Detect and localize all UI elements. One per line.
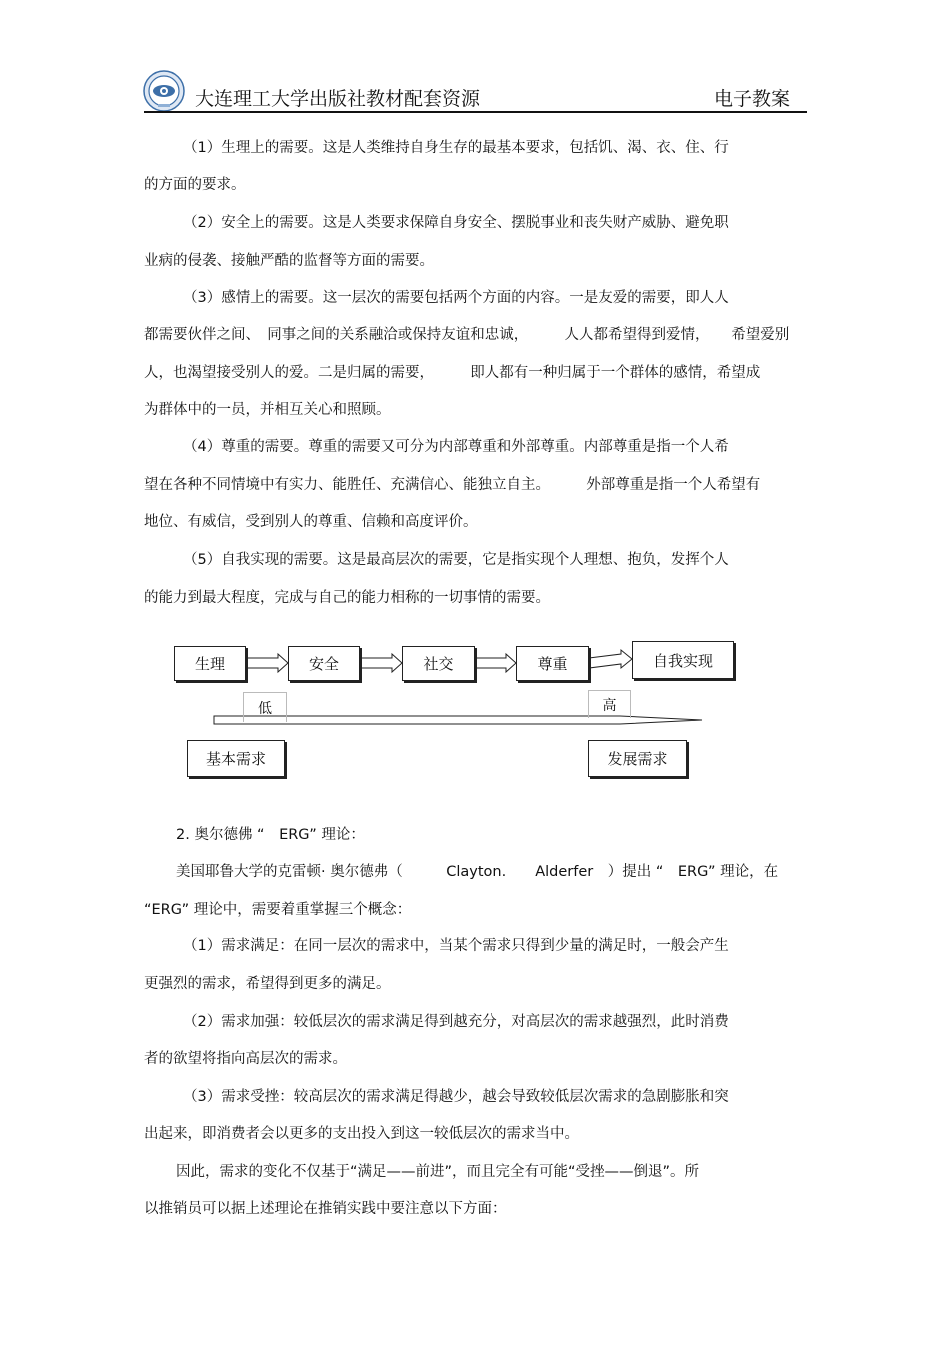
header-section-label: 电子教案 — [714, 88, 791, 110]
text-line: 业病的侵袭、接触严酷的监督等方面的需要。 — [144, 253, 434, 269]
step-box-social: 社交 — [402, 646, 475, 681]
section-heading: 2. 奥尔德佛 “ ERG” 理论： — [176, 827, 365, 843]
text-line: 出起来，即消费者会以更多的支出投入到这一较低层次的需求当中。 — [144, 1126, 579, 1142]
development-needs-box: 发展需求 — [588, 740, 687, 777]
arrow-right-icon — [475, 654, 516, 672]
text-line: 的方面的要求。 — [144, 177, 246, 193]
text-line: 都需要伙伴之间、 同事之间的关系融洽或保持友谊和忠诚， 人人都希望得到爱情， 希望爱别 — [144, 327, 790, 343]
arrow-right-icon — [360, 654, 402, 672]
text-line: 更强烈的需求，希望得到更多的满足。 — [144, 976, 391, 992]
header-title: 大连理工大学出版社教材配套资源 — [195, 88, 481, 110]
text-line: 的能力到最大程度，完成与自己的能力相称的一切事情的需要。 — [144, 590, 550, 606]
text-line: （5）自我实现的需要。这是最高层次的需要，它是指实现个人理想、抱负，发挥个人 — [183, 552, 729, 568]
step-box-safety: 安全 — [288, 646, 360, 681]
arrow-right-icon — [589, 650, 632, 668]
basic-needs-box: 基本需求 — [187, 740, 285, 777]
text-line: “ERG” 理论中，需要着重掌握三个概念： — [144, 902, 412, 918]
step-box-esteem: 尊重 — [516, 646, 589, 681]
text-line: 为群体中的一员，并相互关心和照顾。 — [144, 402, 391, 418]
step-box-physiological: 生理 — [174, 646, 246, 681]
text-line: （2）需求加强：较低层次的需求满足得到越充分，对高层次的需求越强烈，此时消费 — [183, 1014, 729, 1030]
step-box-self-actualization: 自我实现 — [632, 641, 734, 679]
arrow-right-icon — [246, 654, 288, 672]
text-line: 人，也渴望接受别人的爱。二是归属的需要， 即人都有一种归属于一个群体的感情，希望成 — [144, 365, 761, 381]
text-line: 以推销员可以据上述理论在推销实践中要注意以下方面： — [144, 1201, 507, 1217]
high-label: 高 — [588, 690, 631, 718]
text-line: 因此，需求的变化不仅基于“满足——前进”，而且完全有可能“受挫——倒退”。所 — [176, 1164, 700, 1180]
text-line: （1）需求满足：在同一层次的需求中，当某个需求只得到少量的满足时，一般会产生 — [183, 938, 729, 954]
text-line: 美国耶鲁大学的克雷顿· 奥尔德弗（ Clayton. Alderfer ）提出 “ ERG” 理论，在 — [176, 864, 779, 880]
text-line: （4）尊重的需要。尊重的需要又可分为内部尊重和外部尊重。内部尊重是指一个人希 — [183, 439, 729, 455]
text-line: 望在各种不同情境中有实力、能胜任、充满信心、能独立自主。 外部尊重是指一个人希望有 — [144, 477, 761, 493]
low-label: 低 — [243, 692, 287, 722]
text-line: 地位、有威信，受到别人的尊重、信赖和高度评价。 — [144, 514, 478, 530]
text-line: 者的欲望将指向高层次的需求。 — [144, 1051, 347, 1067]
text-line: （3）需求受挫：较高层次的需求满足得越少，越会导致较低层次需求的急剧膨胀和突 — [183, 1089, 729, 1105]
text-line: （3）感情上的需要。这一层次的需要包括两个方面的内容。一是友爱的需要，即人人 — [183, 290, 729, 306]
text-line: （1）生理上的需要。这是人类维持自身生存的最基本要求，包括饥、渴、衣、住、行 — [183, 140, 729, 156]
text-line: （2）安全上的需要。这是人类要求保障自身安全、摆脱事业和丧失财产威胁、避免职 — [183, 215, 729, 231]
